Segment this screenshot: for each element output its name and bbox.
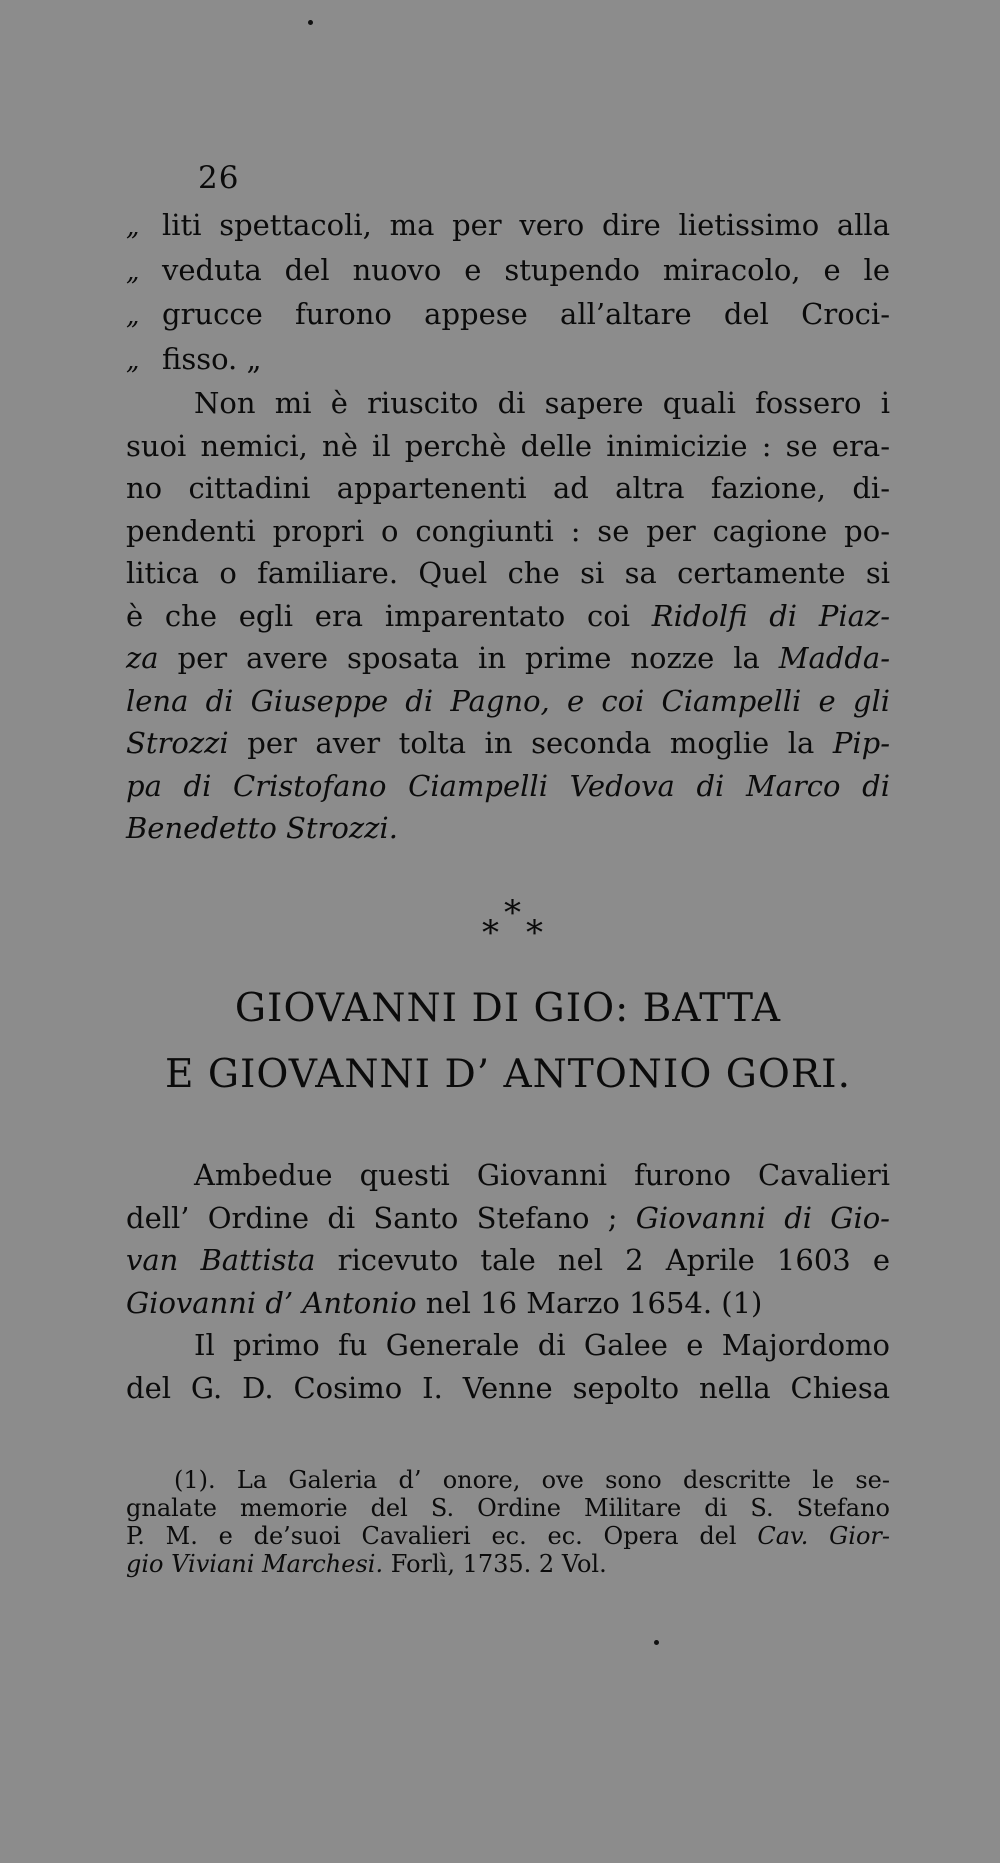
text-line: „ liti spettacoli, ma per vero dire lietissimo alla (126, 208, 890, 242)
text-line: Ambedue questi Giovanni furono Cavalieri (194, 1158, 890, 1192)
text-line: van Battista ricevuto tale nel 2 Aprile 1603 e (126, 1243, 890, 1277)
text-line: pendenti propri o congiunti : se per cagione po- (126, 513, 890, 548)
text-line: Il primo fu Generale di Galee e Majordomo (194, 1328, 890, 1362)
text-line: „ fisso. „ (126, 341, 262, 376)
text-line: Giovanni d’ Antonio nel 16 Marzo 1654. (1) (126, 1285, 763, 1320)
text-line: no cittadini appartenenti ad altra fazione, di- (126, 471, 890, 505)
footnote (126, 1466, 890, 1578)
text-line: za per avere sposata in prime nozze la Madda- (126, 641, 890, 675)
section-asterism: * * * (482, 893, 543, 953)
footnote-line: gio Viviani Marchesi. Forlì, 1735. 2 Vol. (126, 1550, 607, 1578)
text-line: pa di Cristofano Ciampelli Vedova di Marco di (126, 768, 890, 803)
text-line: suoi nemici, nè il perchè delle inimicizie : se era- (126, 428, 890, 463)
page-number: 26 (198, 160, 240, 196)
text-line: „ veduta del nuovo e stupendo miracolo, e le (126, 252, 890, 287)
section-heading-line2: E GIOVANNI D’ ANTONIO GORI. (165, 1052, 851, 1097)
text-line: litica o familiare. Quel che si sa certamente si (126, 556, 890, 590)
text-line: „ grucce furono appese all’altare del Croci- (126, 297, 890, 331)
text-line: del G. D. Cosimo I. Venne sepolto nella Chiesa (126, 1370, 890, 1405)
text-block-main (126, 204, 890, 850)
text-line: dell’ Ordine di Santo Stefano ; Giovanni di Gio- (126, 1200, 890, 1235)
footnote-line: gnalate memorie del S. Ordine Militare di S. Stefano (126, 1494, 890, 1522)
text-line: Benedetto Strozzi. (126, 811, 398, 845)
footnote-line: P. M. e de’suoi Cavalieri ec. ec. Opera del Cav. Gior- (126, 1522, 890, 1550)
section-heading-line1: GIOVANNI DI GIO: BATTA (234, 986, 782, 1031)
text-line: è che egli era imparentato coi Ridolfi di Piaz- (126, 598, 890, 633)
text-line: lena di Giuseppe di Pagno, e coi Ciampelli e gli (126, 683, 890, 718)
ink-speck (654, 1640, 659, 1645)
text-block-section (126, 1154, 890, 1409)
ink-speck (308, 20, 313, 25)
text-line: Non mi è riuscito di sapere quali fossero i (194, 386, 890, 420)
text-line: Strozzi per aver tolta in seconda moglie la Pip- (126, 726, 890, 760)
footnote-line: (1). La Galeria d’ onore, ove sono descritte le se- (174, 1466, 890, 1494)
